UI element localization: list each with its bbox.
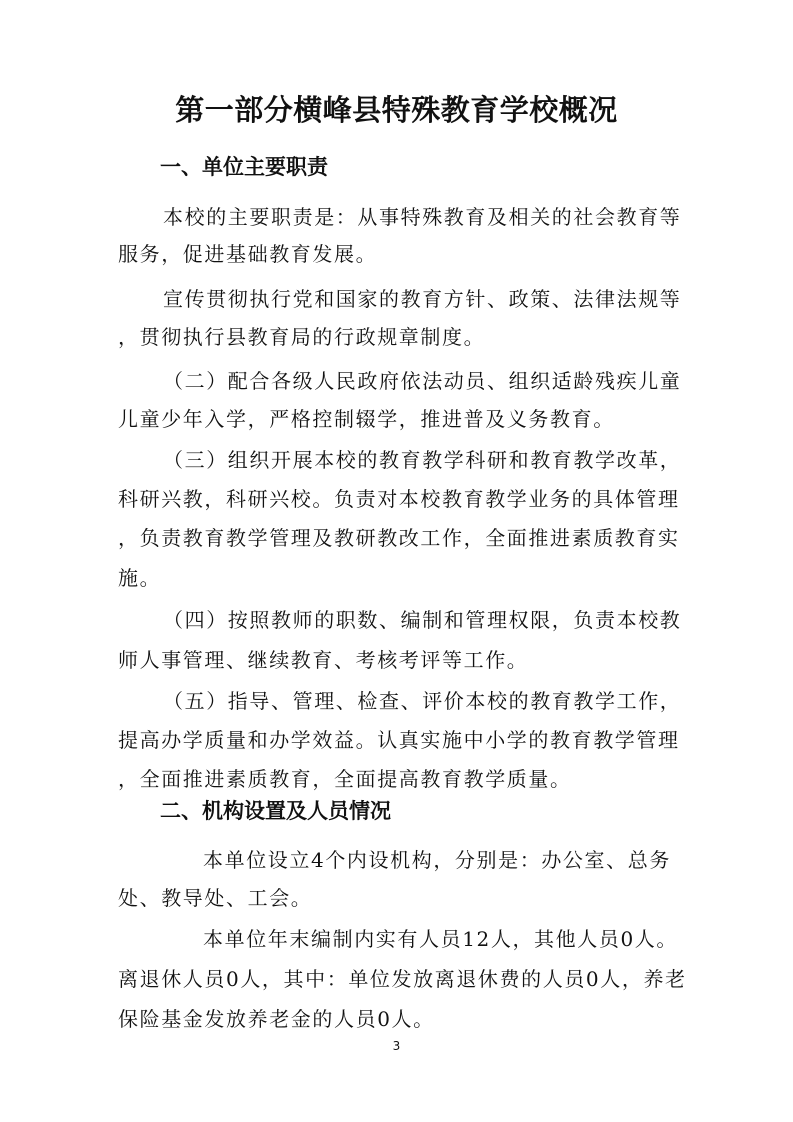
paragraph-line: 师人事管理、继续教育、考核考评等工作。 — [118, 648, 529, 672]
paragraph-line: （三）组织开展本校的教育教学科研和教育教学改革， — [163, 448, 682, 472]
section-heading-responsibilities: 一、单位主要职责 — [160, 155, 328, 179]
page-number: 3 — [392, 1039, 401, 1053]
paragraph-line: 本校的主要职责是：从事特殊教育及相关的社会教育等 — [163, 205, 682, 229]
paragraph-line: 保险基金发放养老金的人员0人。 — [118, 1007, 435, 1031]
paragraph-line: （四）按照教师的职数、编制和管理权限，负责本校教 — [163, 608, 682, 632]
paragraph-line: （五）指导、管理、检查、评价本校的教育教学工作， — [163, 689, 682, 713]
paragraph-line: 科研兴教，科研兴校。负责对本校教育教学业务的具体管理 — [118, 487, 680, 511]
paragraph-line: ，负责教育教学管理及教研教改工作，全面推进素质教育实 — [118, 526, 680, 550]
paragraph-line: 本单位年末编制内实有人员12人，其他人员0人。 — [203, 927, 678, 951]
section-heading-organization: 二、机构设置及人员情况 — [160, 799, 391, 823]
paragraph-line: 宣传贯彻执行党和国家的教育方针、政策、法律法规等 — [163, 287, 682, 311]
paragraph-line: （二）配合各级人民政府依法动员、组织适龄残疾儿童 — [163, 369, 682, 393]
paragraph-line: 服务，促进基础教育发展。 — [118, 242, 378, 266]
paragraph-line: 儿童少年入学，严格控制辍学，推进普及义务教育。 — [118, 407, 615, 431]
paragraph-line: 施。 — [118, 566, 162, 590]
paragraph-line: ，贯彻执行县教育局的行政规章制度。 — [118, 325, 486, 349]
paragraph-line: 处、教导处、工会。 — [118, 886, 313, 910]
paragraph-line: 离退休人员0人，其中：单位发放离退休费的人员0人，养老 — [118, 967, 687, 991]
paragraph-line: 提高办学质量和办学效益。认真实施中小学的教育教学管理 — [118, 728, 680, 752]
paragraph-line: 本单位设立4个内设机构，分别是：办公室、总务 — [203, 848, 671, 872]
paragraph-line: ，全面推进素质教育，全面提高教育教学质量。 — [118, 767, 572, 791]
page-title: 第一部分横峰县特殊教育学校概况 — [175, 93, 618, 127]
